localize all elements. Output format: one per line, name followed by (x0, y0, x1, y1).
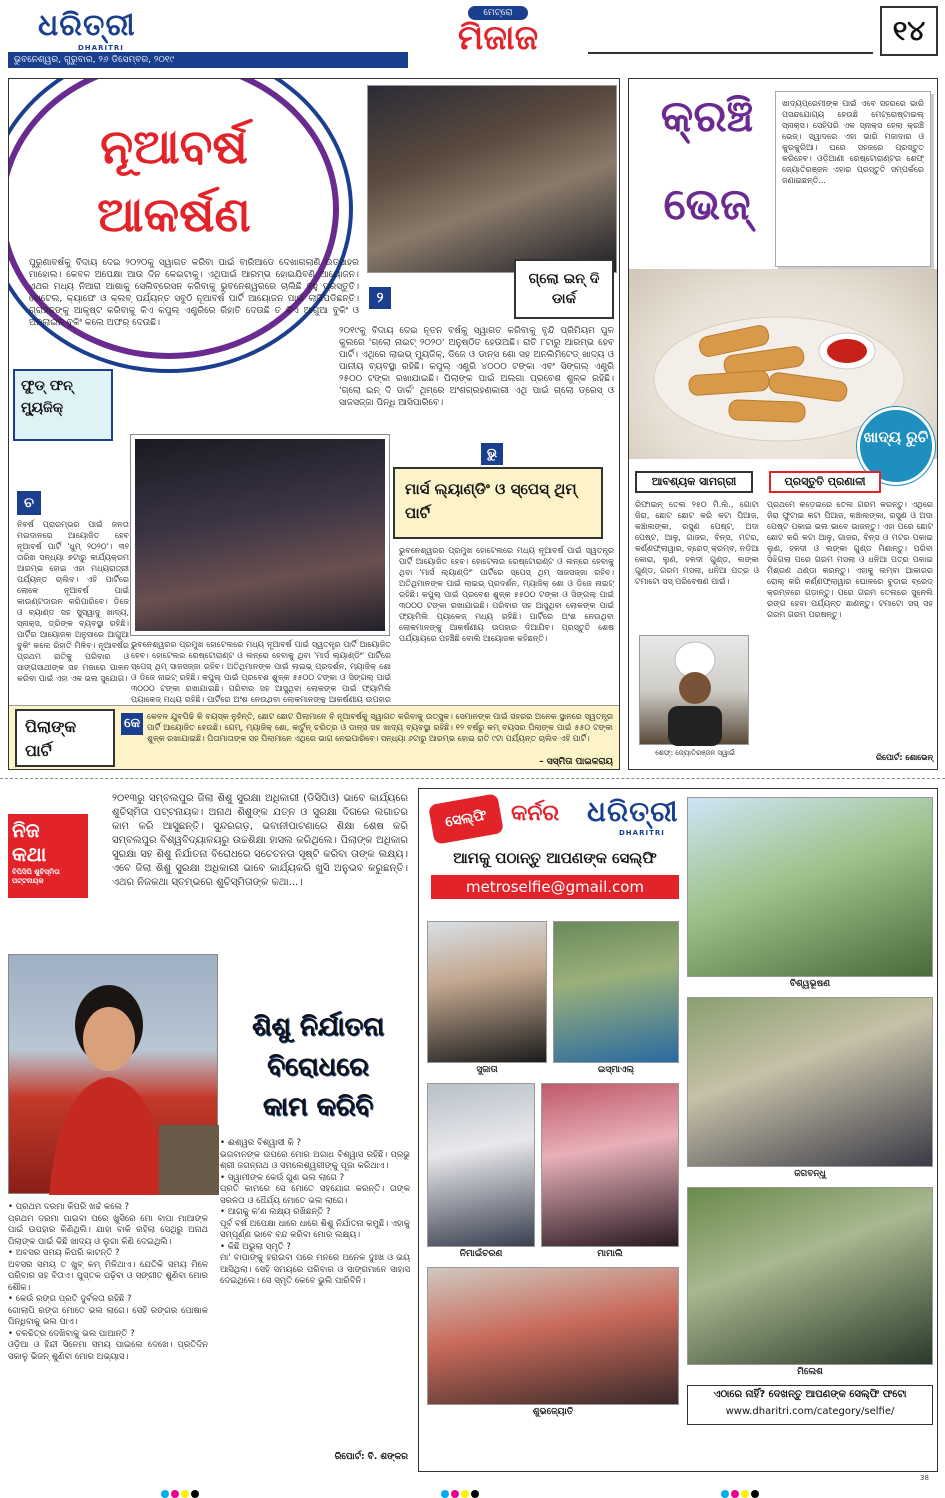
selfie-photo-3 (553, 921, 679, 1063)
chef-caption: ଶେଫ୍: ଜ୍ୟୋତିରଞ୍ଜନ ସ୍ୱାଇଁ (655, 749, 735, 757)
method-text: ପ୍ରଥମେ କଡ଼େଇରେ ତେଲ ଗରମ କରନ୍ତୁ। ଏଥିରେ ଜିରା ଫୁଟାଇ କଟା ପିଆଜ, କଞ୍ଚାଲଙ୍କା, ରସୁଣ ଓ ଅଦା ପେଷ୍ଟ ପକାଇ ଭଲ ଭାବେ ଭାଜନ୍ତୁ। ଏହା ପରେ ଛୋଟ ଛୋଟ କରି କଟା ଆଳୁ, ଗାଜର, ବିନ୍ସ ଓ ମଟର ପକାଇ ଲୁଣ, ହଳଦୀ ଓ ଲଙ୍କା ଗୁଣ୍ଡ ମିଶାନ୍ତୁ। ପରିବା ସିଝିଗଲା ପରେ ଗରମ ମସଲା ଓ ଧନିଆ ପତ୍ର ପକାଇ ମିଶ୍ରଣ ଥଣ୍ଡା କରନ୍ତୁ। ଏହାକୁ ଲମ୍ବା ଆକାରର ରୋଲ୍ କରି କର୍ଣ୍ଣଫ୍ଲାୱାର ଘୋଳରେ ବୁଡ଼ାଇ ବ୍ରେଡ୍ କ୍ରମ୍ବରେ ଗଡ଼ାନ୍ତୁ। ପରେ ଗରମ ତେଲରେ ସୁନେଲି ରଙ୍ଗ ହେବା ପର୍ଯ୍ୟନ୍ତ ଛାଣନ୍ତୁ। ଟମାଟୋ ସସ୍ ସହ ଗରମ ଗରମ ପରଷନ୍ତୁ। (767, 500, 933, 619)
ingredients-title-box (635, 471, 753, 493)
interview-headline-3: କାମ କରିବି (262, 1092, 374, 1122)
party-photo-top (367, 85, 617, 273)
mars-text: ଭୁବନେଶ୍ୱରର ପ୍ରମୁଖ ହୋଟେଲରେ ମଧ୍ୟ ନୂଆବର୍ଷ ପାଇଁ ସ୍ୱତନ୍ତ୍ର ପାର୍ଟି ଆୟୋଜିତ ହେବ। ହୋଟେଲର ରେଷ୍ଟୋରାଣ୍ଟ ଓ ଲନ୍‌ରେ ହେବାକୁ ଥିବା 'ମାର୍ସ ଲ୍ୟାଣ୍ଡିଂ' ପାର୍ଟିରେ ସ୍ପେସ୍ ଥିମ୍ ସାଜସଜ୍ଜା ରହିବ। ଅତିଥିମାନଙ୍କ ପାଇଁ ଲାଇଭ୍ ପ୍ରଦର୍ଶନ, ମ୍ୟାଜିକ୍ ଶୋ ଓ ଡିଜେ ନାଇଟ୍ ରହିଛି। କପୁଲ୍ ପାଇଁ ପ୍ରବେଶ ଶୁଳ୍କ ୫୫୦୦ ଟଙ୍କା ଓ ସିଙ୍ଗଲ୍ ପାଇଁ ୩୦୦୦ ଟଙ୍କା ରଖାଯାଇଛି। ପରିବାର ସହ ଆସୁଥିବା ଲୋକଙ୍କ ପାଇଁ ଫ୍ୟାମିଲି ପ୍ୟାକେଜ୍ ମଧ୍ୟ ରହିଛି। ପାର୍ଟିରେ ଅଂଶ ନେଉଥିବା ଲୋକମାନଙ୍କୁ ଆକର୍ଷଣୀୟ ଉପହାର ଦିଆଯିବ। ପ୍ରସ୍ତୁତି ଶେଷ ପର୍ଯ୍ୟାୟରେ ପହଞ୍ଚିଛି ବୋଲି ଆୟୋଜକ କହିଛନ୍ତି। (399, 546, 614, 643)
glow-title-box (514, 259, 614, 319)
recipe-reporter: ରିପୋର୍ଟ: ଶୋଭେନ୍ (875, 753, 933, 762)
mars-title-box (393, 467, 603, 539)
kids-title-box (15, 709, 115, 767)
selfie-corner (418, 788, 938, 1472)
ingredients-title: ଆବଶ୍ୟକ ସାମଗ୍ରୀ (651, 475, 737, 488)
masthead (8, 6, 938, 68)
selfie-photo-2 (427, 921, 547, 1063)
selfie-caption-4: ଜଗବନ୍ଧୁ (794, 1169, 826, 1179)
selfie-subtitle: ଆମକୁ ପଠାନ୍ତୁ ଆପଣଙ୍କ ସେଲ୍ଫି (453, 849, 657, 867)
section-small-label: ମେଟ୍ରୋ (468, 6, 528, 20)
selfie-photo-4 (687, 997, 933, 1167)
selfie-brand-sub: DHARITRI (619, 829, 665, 837)
newyear-intro: ପୁରୁଣାବର୍ଷକୁ ବିଦାୟ ଦେଇ ୨୦୨୦କୁ ସ୍ୱାଗତ କରିବା ପାଇଁ ବାରିଆଡେ ଦେଖାଗଲାଣି ଉତ୍ସାହର ମାହୋଲ। କେବଳ ଅପେକ୍ଷା ଆଉ ଦିନ କେଇଟାକୁ। ଏଥିପାଇଁ ଆରମ୍ଭ ହୋଇଯିବଣି ଆୟୋଜନ। ଏଥର ମଧ୍ୟ ନିଆରା ଆଶାକୁ ସେଲିବ୍ରେସନ କରିବାକୁ ଭୁବନେଶ୍ୱରରେ ଚାଲିଛି ବହୁ ପ୍ରସ୍ତୁତି। ହୋଟେଲ, କ୍ୟାଫେ ଓ କ୍ଲବ୍ ପର୍ଯ୍ୟନ୍ତ ସବୁଠି ନୂଆବର୍ଷ ପାର୍ଟି ଆୟୋଜନ ପାଇଁ ଲାଗିପଡିଛନ୍ତି। ଗ୍ରାହକଙ୍କୁ ଆକୃଷ୍ଟ କରିବାକୁ କିଏ କପୁଲ୍ ଏଣ୍ଟ୍ରିରେ ରିହାତି ଦେଉଛି ତ କିଏ ଆଗୁଆ ବୁକିଂ ଓ ଅନଲାଇନ୍ ବୁକିଂ କଲେ ଅଫର୍ ଦେଉଛି। (29, 258, 359, 328)
interview-intro: ୨୦୧୩ରୁ ସମ୍ବଲପୁର ଜିଲା ଶିଶୁ ସୁରକ୍ଷା ଅଧିକାରୀ (ଡିସିପିଓ) ଭାବେ କାର୍ଯ୍ୟରେ ଶୁଚିସ୍ମିତା ପଟ୍ଟନାୟକ। ଅନାଥ ଶିଶୁଙ୍କ ଯତ୍ନ ଓ ସୁରକ୍ଷା ଦିଗରେ ଲଗାତର କାମ କରି ଆସୁଛନ୍ତି। ସୁନ୍ଦରଗଡ଼, ଭବାନୀପାଟଣାରେ ଶିକ୍ଷା ଶେଷ କରି ସମ୍ବଲପୁର ବିଶ୍ୱବିଦ୍ୟାଳୟରୁ ଉଚ୍ଚଶିକ୍ଷା ହାସଲ କରିଥିଲେ। ପିଲାଙ୍କ ଅଧିକାର ସୁରକ୍ଷା ସହ ଶିଶୁ ନିର୍ଯାତନା ବିରୋଧରେ ସଚେତନତା ସୃଷ୍ଟି କରିବା ତାଙ୍କ ଲକ୍ଷ୍ୟ। ଏବେ ଜିଲା ଶିଶୁ ସୁରକ୍ଷା ଅଧିକାରୀ ଭାବେ କାର୍ଯ୍ୟକରି ଖୁସି ଅନୁଭବ କରୁଛନ୍ତି। ଏଥର ନିଜକଥା ସ୍ତମ୍ଭରେ ଶୁଚିସ୍ମିତାଙ୍କ କଥା...। (112, 793, 408, 888)
chef-photo (639, 635, 749, 745)
selfie-footer-line: ଏଠାରେ ନାହିଁ? ଦେଖନ୍ତୁ ଆପଣଙ୍କ ସେଲ୍ଫି ଫଟୋ (713, 1389, 907, 1400)
mars-text-continued: ଭୁବନେଶ୍ୱରର ପ୍ରମୁଖ ହୋଟେଲରେ ମଧ୍ୟ ନୂଆବର୍ଷ ପାଇଁ ସ୍ୱତନ୍ତ୍ର ପାର୍ଟି ଆୟୋଜିତ ହେବ। ହୋଟେଲର ରେଷ୍ଟୋରାଣ୍ଟ ଓ ଲନ୍‌ରେ ହେବାକୁ ଥିବା 'ମାର୍ସ ଲ୍ୟାଣ୍ଡିଂ' ପାର୍ଟିରେ ସ୍ପେସ୍ ଥିମ୍ ସାଜସଜ୍ଜା ରହିବ। ଅତିଥିମାନଙ୍କ ପାଇଁ ଲାଇଭ୍ ପ୍ରଦର୍ଶନ, ମ୍ୟାଜିକ୍ ଶୋ ଓ ଡିଜେ ନାଇଟ୍ ରହିଛି। କପୁଲ୍ ପାଇଁ ପ୍ରବେଶ ଶୁଳ୍କ ୫୫୦୦ ଟଙ୍କା ଓ ସିଙ୍ଗଲ୍ ପାଇଁ ୩୦୦୦ ଟଙ୍କା ରଖାଯାଇଛି। ପରିବାର ସହ ଆସୁଥିବା ଲୋକଙ୍କ ପାଇଁ ଫ୍ୟାମିଲି ପ୍ୟାକେଜ୍ ମଧ୍ୟ ରହିଛି। ପାର୍ଟିରେ ଅଂଶ ନେଉଥିବା ଲୋକମାନଙ୍କୁ ଆକର୍ଷଣୀୟ ଉପହାର (131, 640, 391, 703)
mars-title: ମାର୍ସ ଲ୍ୟାଣ୍ଡିଂ ଓ ସ୍ପେସ୍ ଥିମ୍ ପାର୍ଟି (405, 480, 577, 522)
masthead-logo-sub: DHARITRI (78, 44, 124, 52)
interview-label-1: ନିଜ (12, 818, 40, 842)
selfie-caption-7: ମିଲେଶ (797, 1367, 823, 1377)
kids-number: କେ (121, 713, 143, 735)
recipe-feature (628, 78, 938, 770)
selfie-caption-3: ଇସ୍ମାଏଲ୍ (597, 1065, 635, 1075)
chef-illustration (640, 636, 750, 746)
section-divider (0, 778, 945, 779)
page-marker: 38 (920, 1474, 929, 1482)
section-title: ମିଜାଜ (457, 18, 539, 58)
interviewee-illustration (9, 955, 219, 1195)
section-logo (428, 6, 568, 66)
kids-byline: – ସସ୍ମିତା ପାଇକରାୟ (539, 757, 613, 767)
selfie-brand: ଧରିତ୍ରୀ (587, 795, 679, 828)
selfie-caption-1: ବିଶ୍ୱଭୂଷଣ (789, 979, 831, 989)
dateline: ଭୁବନେଶ୍ୱର, ଗୁରୁବାର, ୨୬ ଡିସେମ୍ବର, ୨୦୧୯ (14, 55, 175, 65)
page-number: ୧୪ (892, 14, 926, 47)
kids-title: ପିଲାଙ୍କ ପାର୍ଟି (25, 717, 77, 760)
selfie-title-prefix: କର୍ନର (511, 801, 560, 826)
selfie-photo-1 (687, 797, 933, 977)
interview-feature (8, 788, 412, 1472)
selfie-photo-6 (541, 1083, 679, 1247)
recipe-badge-text: ଖାଦ୍ୟ ରୁଚି (863, 428, 929, 446)
fff-title: ଫୁଡ୍ ଫନ୍ ମ୍ୟୁଜିକ୍ (21, 378, 73, 416)
selfie-email-bar[interactable] (431, 875, 679, 899)
newyear-headline-2: ଆକର୍ଷଣ (97, 187, 251, 243)
interview-person: ବିପିସିପି ଶୁଚିସ୍ମିତା ପଟ୍ଟନାୟକ (12, 868, 60, 885)
selfie-photo-7 (687, 1187, 933, 1365)
selfie-photo-5 (427, 1083, 535, 1247)
masthead-logo: ଧରିତ୍ରୀ (38, 8, 136, 43)
kids-text: କେବଳ ଯୁବପିଢି କି ବୟସ୍କ ନୁହଁନ୍ତି, ଛୋଟ ଛୋଟ ପିଲାମାନେ ବି ନୂଆବର୍ଷକୁ ସ୍ୱାଗତ କରିବାକୁ ଉତ୍ସୁକ। ସେମାନଙ୍କ ପାଇଁ ସହରର ଅନେକ ସ୍ଥାନରେ ସ୍ୱତନ୍ତ୍ର ପାର୍ଟି ଆୟୋଜିତ ହେଉଛି। ଗେମ୍, ମ୍ୟାଜିକ୍ ଶୋ, କାର୍ଟୁନ୍ ଚରିତ୍ର ଓ ଡାନ୍ସ ସହ ଖାଦ୍ୟ ବ୍ୟବସ୍ଥା ରହିଛି। ୧୨ ବର୍ଷରୁ କମ୍ ବୟସର ପିଲାଙ୍କ ପାଇଁ ୫୫୦ ଟଙ୍କା ଶୁଳ୍କ ରଖାଯାଇଛି। ପିତାମାତାଙ୍କ ସହ ପିଲାମାନେ ଏଥିରେ ଭାଗ ନେଇପାରିବେ। ସନ୍ଧ୍ୟା ୬ଟାରୁ ଆରମ୍ଭ ହୋଇ ରାତି ୯ଟା ପର୍ଯ୍ୟନ୍ତ ଚାଲିବ ଏହି ପାର୍ଟି। (147, 712, 613, 743)
fff-text: ନିବର୍ଷ ପ୍ରାରମ୍ଭର ପାଇଁ ଜନତା ମଇଦାନରେ ଆୟୋଜିତ ହେବ ନୂଆବର୍ଷ ପାର୍ଟି 'ଧୁମ୍ ୨୦୨୦'। ୩୧ ତାରିଖ ସନ୍ଧ୍ୟା ୭ଟାରୁ କାର୍ଯ୍ୟକ୍ରମ ଆରମ୍ଭ ହୋଇ ଏହା ମଧ୍ୟରାତ୍ରୀ ପର୍ଯ୍ୟନ୍ତ ଚାଲିବ। ଏହି ପାର୍ଟିରେ ଲୋକେ ନୂଆବର୍ଷ ପାଇଁ କାଉଣ୍ଟଡାଉନ କରିପାରିବେ। ଡିଜେ ଓ ବ୍ୟାଣ୍ଡ ସହ ସୁସ୍ୱାଦୁ ଖାଦ୍ୟ, ସ୍ନାକ୍ସ, ଡ୍ରିଙ୍କ ବ୍ୟବସ୍ଥା ରହିଛି। ପାର୍ଟିର ଆୟୋଜକ ଅନୁସାରେ ଆଗୁଆ ବୁକିଂ କଲେ ରିହାତି ମିଳିବ। ନୂଆବର୍ଷର ପ୍ରଥମ ରାତିକୁ ପରିବାର ଓ ସାଙ୍ଗସାଥୀଙ୍କ ସହ ମଜାରେ ପାଳନ କରିବା ପାଇଁ ଏହା ଏକ ଭଲ ସୁଯୋଗ। (17, 520, 129, 683)
selfie-photo-8 (427, 1267, 679, 1405)
method-title: ପ୍ରସ୍ତୁତି ପ୍ରଣାଳୀ (784, 475, 866, 488)
ingredients-text: ରିଫାଇନ୍ ତେଲ ୨୫୦ ମି.ଲି., ଗୋଟା ଜିରା, ଛୋଟ ଛୋଟ କରି କଟା ପିଆଜ, କଞ୍ଚାଲଙ୍କା, ରସୁଣ ପେଷ୍ଟ, ଅଦା ପେଷ୍ଟ, ଆଳୁ, ଗାଜର, ବିନ୍ସ, ମଟର, କର୍ଣ୍ଣଫ୍ଲାୱାର, ବ୍ରେଡ୍ କ୍ରମ୍ବ, ନଡ଼ିଆ କୋରା, ଲୁଣ, ହଳଦୀ ଗୁଣ୍ଡ, ଲଙ୍କା ଗୁଣ୍ଡ, ଗରମ ମସଲା, ଧନିଆ ପତ୍ର ଓ ଟମାଟୋ ସସ୍ ପରିବେଷଣ ପାଇଁ। (635, 500, 759, 586)
newyear-feature (8, 78, 620, 770)
reg-dots-right-icon (720, 1489, 780, 1498)
selfie-tag: ସେଲ୍ଫି (444, 807, 488, 831)
reg-marks-left (160, 1484, 220, 1494)
glow-text: ୨୦୧୯କୁ ବିଦାୟ ଦେଇ ନୂତନ ବର୍ଷକୁ ସ୍ୱାଗତ କରିବାକୁ ବୃନ୍ଦି ପ୍ରିମିୟମ ପୁଳ କୁଲରେ 'ଗ୍ଲୋ ନାଇଟ୍ ୨୦୨୦' ଅନୁଷ୍ଠିତ ହେଉଅଛି। ରାତି ୮ଟାରୁ ଆରମ୍ଭ ହେବ ପାର୍ଟି। ଏଥିରେ ଲାଇଭ୍ ମ୍ୟୁଜିକ୍, ଡିଜେ ଓ ଡାନ୍ସ ଶୋ ସହ ଅନଲିମିଟେଡ୍ ଖାଦ୍ୟ ଓ ପାନୀୟ ବ୍ୟବସ୍ଥା ରହିଛି। କପୁଲ୍ ଏଣ୍ଟ୍ରି ୪୦୦୦ ଟଙ୍କା ଏବଂ ସିଙ୍ଗଲ୍ ଏଣ୍ଟ୍ରି ୨୫୦୦ ଟଙ୍କା ରଖାଯାଇଛି। ପିଲାଙ୍କ ପାଇଁ ଅଲଗା ପ୍ରବେଶ ଶୁଳ୍କ ରହିଛି। 'ଗ୍ଲୋ ଇନ୍ ଦି ଡାର୍କ' ଥିମ୍‌ରେ ଅଂଶଗ୍ରହଣକାରୀ ଏଥି ପାଇଁ ଗ୍ଲୋ ଡ୍ରେସ୍ ଓ ସାଜସଜ୍ଜା ପିନ୍ଧି ଆସିପାରିବେ। (339, 326, 614, 408)
selfie-footer (687, 1385, 933, 1425)
interviewee-photo (8, 954, 218, 1194)
interview-qa-left: • ପ୍ରଥମ ଦରମା କିପରି ଖର୍ଚ୍ଚ କଲେ ? ପ୍ରଥମ ଦରମା ପାଇବା ପରେ ଖୁସିରେ ମୋ ବାପା ମାଆଙ୍କ ପାଇଁ ଉପହାର କିଣିଥିଲି। ଯାହା ବାକି ରହିଲା ସେଥିରୁ ଅନାଥ ପିଲାଙ୍କ ପାଇଁ କିଛି ଖାଦ୍ୟ ଓ ଲୁଗା କିଣି ଦେଇଥିଲି। • ଅବସର ସମୟ କିପରି କାଟନ୍ତି ? ଅବସର ସମୟ ତ ଖୁବ୍ କମ୍ ମିଳିଥାଏ। ଯେତିକି ସମୟ ମିଳେ ପରିବାର ସହ ବିତାଏ। ପୁସ୍ତକ ପଢ଼ିବା ଓ ସଙ୍ଗୀତ ଶୁଣିବା ମୋର ଶୌକ। • କେଉଁ ରଙ୍ଗ ପ୍ରତି ଦୁର୍ବଳତା ରହିଛି ? ଗୋଲାପି ରଙ୍ଗ ମୋତେ ଭଲ ଲାଗେ। ସେହି ରଙ୍ଗର ପୋଷାକ ପିନ୍ଧିବାକୁ ଭଲ ପାଏ। • ଚଳଚ୍ଚିତ୍ର ଦେଖିବାକୁ ଭଲ ପାଆନ୍ତି ? ଓଡ଼ିଆ ଓ ହିନ୍ଦୀ ସିନେମା ସମୟ ପାଇଲେ ଦେଖେ। ପ୍ରତିଦିନ ସକାଳୁ ଭିଜନ୍ ଶୁଣିବା ମୋର ଅଭ୍ୟାସ। (8, 1202, 208, 1362)
method-title-box (769, 471, 881, 493)
newyear-headline-1: ନୂଆବର୍ଷ (100, 119, 248, 175)
recipe-headline-2: ଭେଜ୍ (663, 179, 751, 230)
reg-dots-center-icon (440, 1489, 500, 1498)
selfie-phone (428, 793, 504, 845)
glow-number: ୨ (369, 287, 391, 309)
interview-label-2: କଥା (12, 842, 47, 866)
fff-title-box (13, 369, 113, 441)
fff-number: ଚ (17, 491, 41, 515)
masthead-rule (588, 52, 873, 54)
page-number-box (880, 6, 938, 56)
recipe-headline-1: କ୍ରଞ୍ଚି (660, 91, 754, 142)
glow-title: ଗ୍ଲୋ ଇନ୍ ଦି ଡାର୍କ (528, 271, 600, 307)
recipe-intro: ଖାଦ୍ୟପ୍ରେମୀଙ୍କ ପାଇଁ ଏବେ ସହରରେ ଭାରି ପସନ୍ଦଯୋଗ୍ୟ ହେଉଛି ମେଟ୍ରୋଷ୍ଟାଇଲ୍ ସ୍ନାକ୍ସ। ସେହିପରି ଏକ ସ୍ନାକ୍ସ ହେଲା କ୍ରଞ୍ଚି ଭେଜ୍। ସ୍ୱାଦରେ ଏହା ଭାରି ମଜାଦାର ଓ କୁରକୁରିଆ। ଘରେ ସହଜରେ ପ୍ରସ୍ତୁତ କରିହେବ। ଓଡ଼ିଆଣୀ ରେଷ୍ଟୋରାଣ୍ଟର ଶେଫ୍ ଜ୍ୟୋତିରଞ୍ଜନ ଏହାର ପ୍ରସ୍ତୁତି ସମ୍ପର୍କରେ ଜଣାଇଛନ୍ତି... (775, 91, 931, 267)
selfie-footer-url[interactable]: www.dharitri.com/category/selfie/ (725, 1406, 895, 1417)
reg-dots-left-icon (160, 1489, 220, 1498)
reg-marks-right (720, 1484, 780, 1494)
interview-headline-1: ଶିଶୁ ନିର୍ଯାତନା (251, 1012, 385, 1042)
mars-number: ଭୁ (481, 443, 503, 465)
interview-reporter: ରିପୋର୍ଟ: ବି. ଶଙ୍କର (334, 1452, 408, 1462)
night-caption-text (131, 639, 391, 703)
selfie-caption-6: ମାମାଲି (597, 1249, 623, 1259)
selfie-caption-5: ନିମାଇଁଚରଣ (459, 1249, 503, 1259)
reg-marks-center (440, 1484, 500, 1494)
interview-qa-right: • ଈଶ୍ୱର ବିଶ୍ୱାସୀ କି ? ଭଗବାନଙ୍କ ଉପରେ ମୋର ଅଗାଧ ବିଶ୍ୱାସ ରହିଛି। ପ୍ରଭୁ ଶ୍ରୀ ଜଗନ୍ନାଥ ଓ ସମଲେଶ୍ୱରୀଙ୍କୁ ପୂଜା କରିଥାଏ। • ସ୍ୱାମୀଙ୍କ କେଉଁ ଗୁଣ ଭଲ ଲାଗେ ? ପ୍ରତି କାମରେ ସେ ମୋତେ ସହଯୋଗ କରନ୍ତି। ତାଙ୍କ ସରଳତା ଓ ଧୈର୍ଯ୍ୟ ମୋତେ ଭଲ ଲାଗେ। • ଆଗକୁ କ'ଣ ଲକ୍ଷ୍ୟ ରଖିଛନ୍ତି ? ପୂର୍ବ ବର୍ଷ ଅପେକ୍ଷା ଧାରେ ଧାରେ ଶିଶୁ ନିର୍ଯାତନା କମୁଛି। ଏହାକୁ ସମ୍ପୂର୍ଣ୍ଣ ଭାବେ ବନ୍ଦ କରିବା ମୋର ଲକ୍ଷ୍ୟ। • କିଛି ଅଭୁଲା ସ୍ମୃତି ? ମା' ବାପାଙ୍କୁ ହରାଇବା ପରେ ମନରେ ଅନେକ ଦୁଃଖ ଓ ଭୟ ଆସିଥିଲା। ସେହି ସମୟରେ ପରିବାର ଓ ସାଙ୍ଗମାନେ ସାହାସ ଦେଇଥିଲେ। ସେ ସ୍ମୃତି କେବେ ଭୁଲି ପାରିବିନି। (220, 1138, 410, 1286)
party-photo-night (131, 435, 389, 635)
selfie-caption-8: ଶୁଭଜ୍ୟୋତି (532, 1407, 574, 1417)
selfie-caption-2: ସୁଜାତା (476, 1065, 498, 1075)
selfie-email[interactable]: metroselfie@gmail.com (465, 878, 645, 896)
interview-label-box (8, 814, 88, 898)
dateline-bar (8, 52, 408, 68)
print-registration-strip (0, 1474, 945, 1498)
interview-headline-2: ବିରୋଧରେ (267, 1052, 369, 1082)
